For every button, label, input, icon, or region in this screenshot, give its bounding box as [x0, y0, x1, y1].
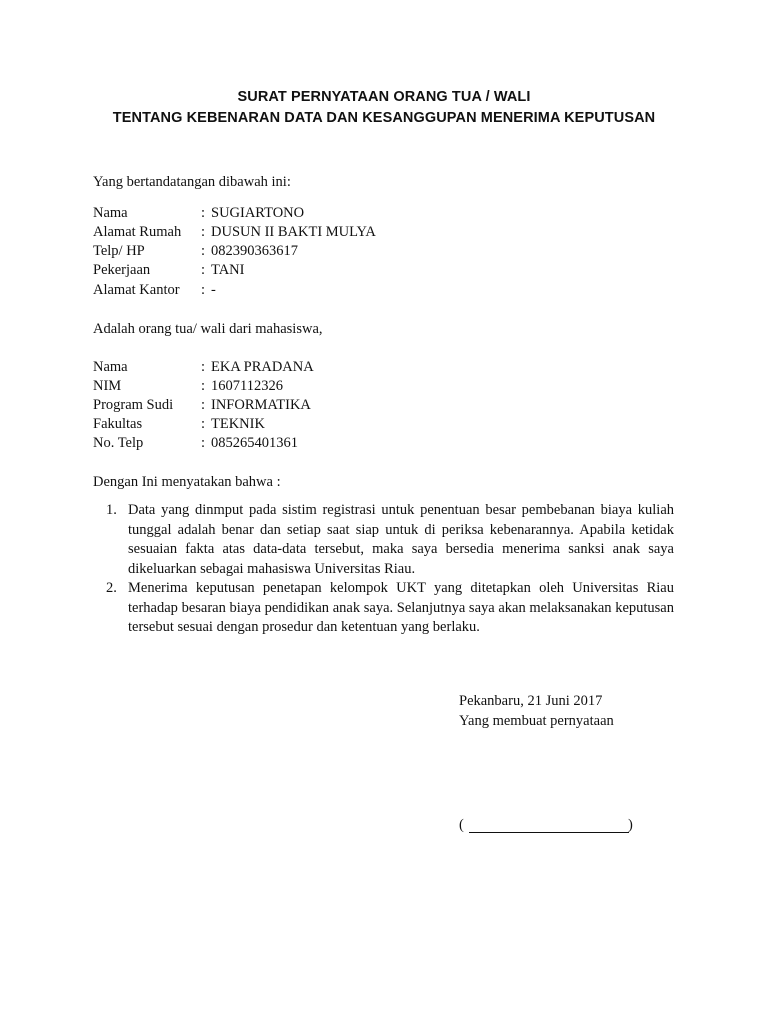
signature-line [469, 816, 629, 833]
statement-list [93, 501, 674, 638]
student-field-no-telp [93, 434, 653, 453]
statement-text: Data yang dinmput pada sistim registrasi untuk penentuan besar pembebanan biaya kuliah tunggal adalah benar dan setiap saat siap untuk di periksa kebenarannya. Apabila ketidak sesuaian fakta atas data-data tersebut, maka saya bersedia menerima sanksi anak saya dikeluarkan sebagai mahasiswa Universitas Riau. [128, 502, 674, 577]
field-label: Pekerjaan [93, 262, 151, 278]
signature-close-paren: ) [628, 817, 633, 833]
field-colon: : [201, 205, 206, 221]
field-value: 085265401361 [211, 435, 298, 451]
field-colon: : [201, 359, 206, 375]
title-line-2: TENTANG KEBENARAN DATA DAN KESANGGUPAN MENERIMA KEPUTUSAN [112, 110, 656, 126]
statement-item [93, 579, 674, 638]
field-label: No. Telp [93, 435, 144, 451]
statement-number: 2. [106, 580, 117, 596]
parent-field-alamat-rumah [93, 223, 653, 242]
field-label: Nama [93, 359, 128, 375]
parent-field-telp [93, 242, 653, 261]
field-label: Telp/ HP [93, 243, 145, 259]
field-value: TEKNIK [211, 416, 265, 432]
field-value: DUSUN II BAKTI MULYA [211, 224, 376, 240]
place-date: Pekanbaru, 21 Juni 2017 [459, 693, 603, 709]
field-value: EKA PRADANA [211, 359, 314, 375]
parent-field-pekerjaan [93, 261, 653, 280]
field-value: TANI [211, 262, 245, 278]
student-field-nama [93, 358, 653, 377]
field-label: Fakultas [93, 416, 143, 432]
student-field-nim [93, 377, 653, 396]
student-field-program-studi [93, 396, 653, 415]
statement-item [93, 501, 674, 579]
field-value: 1607112326 [211, 378, 283, 394]
field-colon: : [201, 262, 206, 278]
parent-field-nama [93, 204, 653, 223]
field-colon: : [201, 224, 206, 240]
field-value: - [211, 282, 216, 298]
student-field-fakultas [93, 415, 653, 434]
statement-text: Menerima keputusan penetapan kelompok UKT yang ditetapkan oleh Universitas Riau terhadap besaran biaya pendidikan anak saya. Selanjutnya saya akan melaksanakan keputusan tersebut sesuai dengan prosedur dan ketentuan yang berlaku. [128, 580, 674, 635]
field-colon: : [201, 435, 206, 451]
field-label: Nama [93, 205, 128, 221]
signature-open-paren: ( [459, 817, 464, 833]
relation-text: Adalah orang tua/ wali dari mahasiswa, [93, 321, 323, 337]
statement-number: 1. [106, 502, 117, 518]
field-value: SUGIARTONO [211, 205, 305, 221]
intro-text: Yang bertandatangan dibawah ini: [93, 174, 291, 190]
title-line-1: SURAT PERNYATAAN ORANG TUA / WALI [237, 89, 531, 105]
field-label: Alamat Kantor [93, 282, 180, 298]
field-colon: : [201, 397, 206, 413]
field-value: INFORMATIKA [211, 397, 311, 413]
field-label: NIM [93, 378, 122, 394]
field-colon: : [201, 416, 206, 432]
declaration-intro: Dengan Ini menyatakan bahwa : [93, 474, 281, 490]
signature-caption: Yang membuat pernyataan [459, 713, 614, 729]
field-value: 082390363617 [211, 243, 298, 259]
field-label: Program Sudi [93, 397, 174, 413]
field-colon: : [201, 243, 206, 259]
field-colon: : [201, 378, 206, 394]
field-label: Alamat Rumah [93, 224, 182, 240]
field-colon: : [201, 282, 206, 298]
parent-field-alamat-kantor [93, 281, 653, 300]
